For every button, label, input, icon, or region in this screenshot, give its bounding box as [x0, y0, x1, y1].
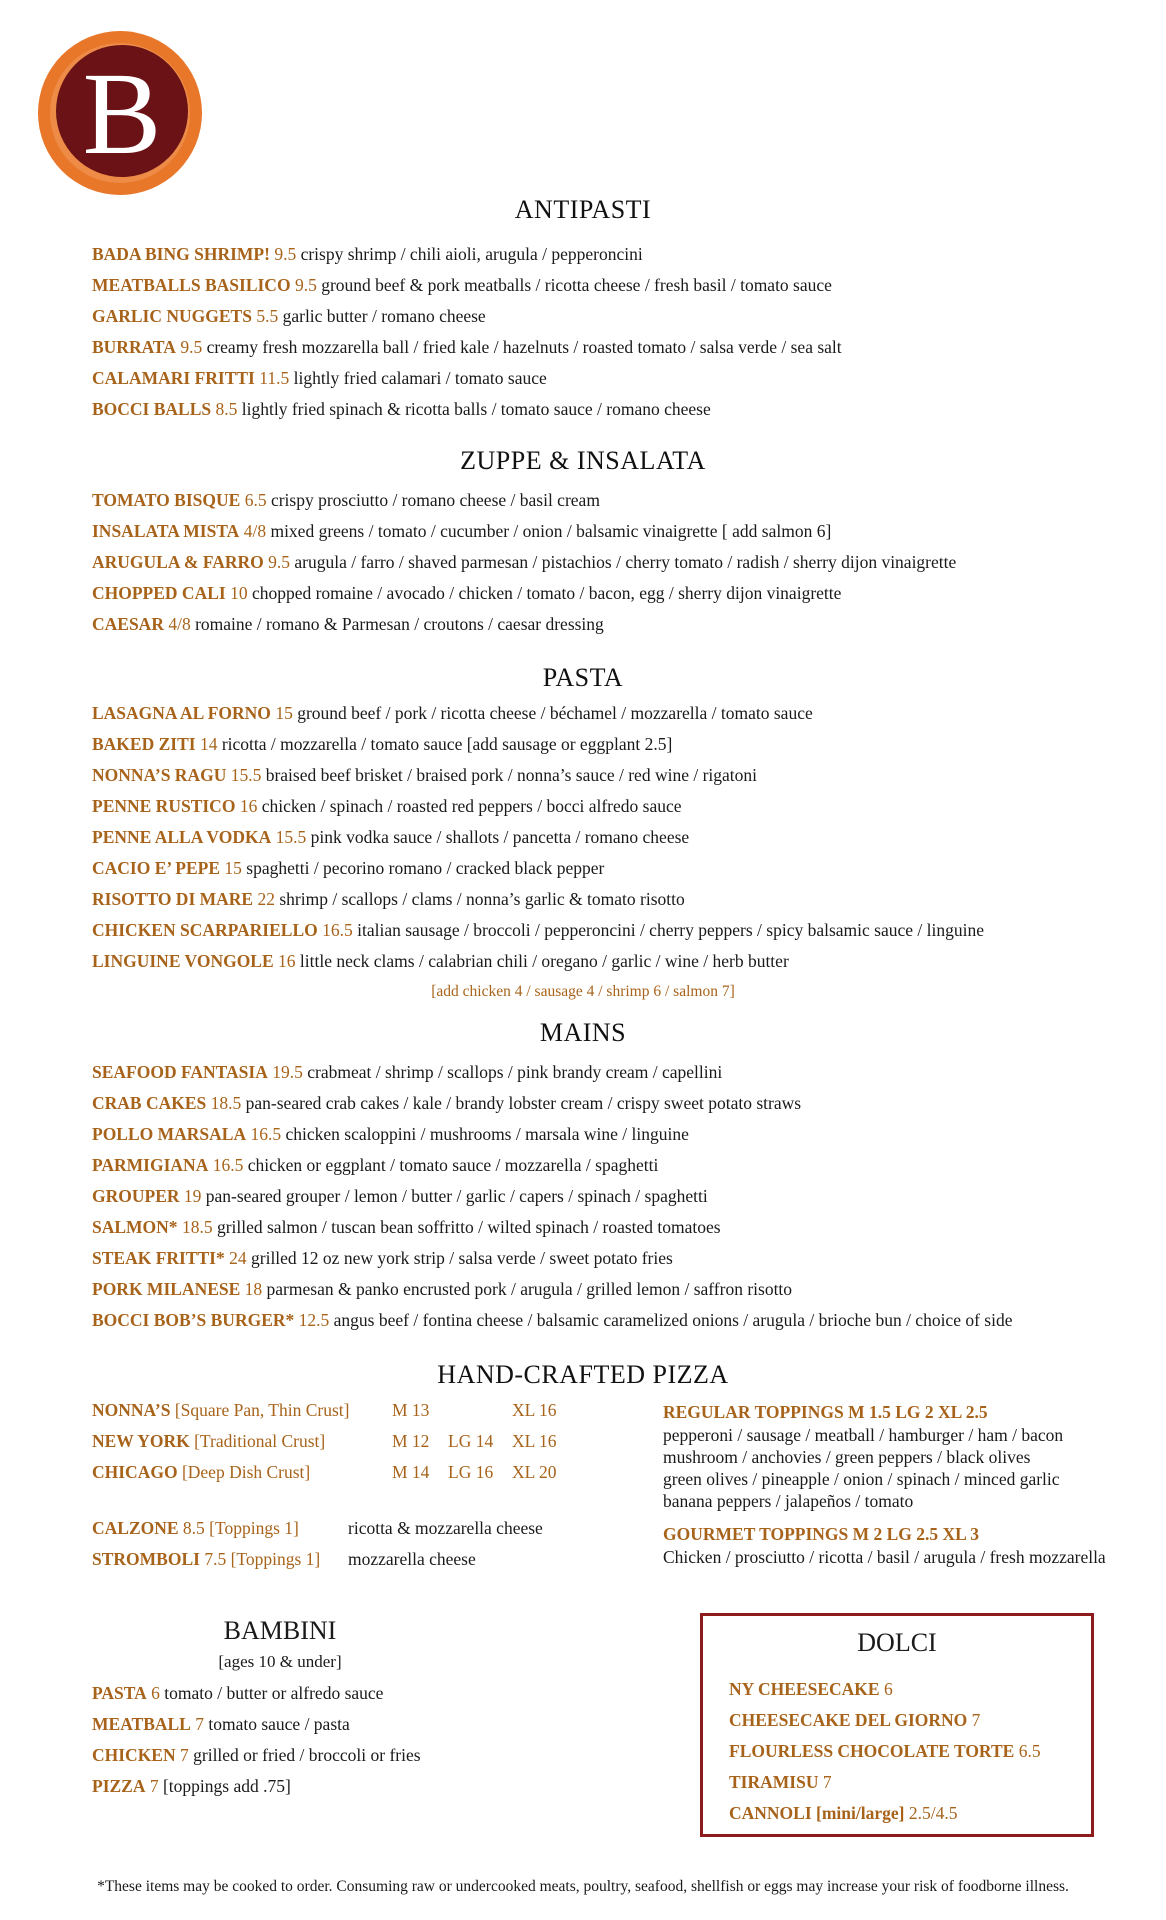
- item-price: 18.5: [181, 1217, 213, 1237]
- item-price: 4/8: [168, 614, 191, 634]
- item-price: 7: [822, 1772, 832, 1792]
- bambini-subtitle: [ages 10 & under]: [218, 1652, 342, 1671]
- gourmet-toppings-list: [663, 1546, 1158, 1568]
- menu-item: [92, 485, 956, 516]
- item-description: pink vodka sauce / shallots / pancetta / romano cheese: [310, 827, 690, 847]
- item-name: GARLIC NUGGETS: [92, 306, 252, 326]
- item-name: PIZZA: [92, 1776, 146, 1796]
- item-description: chopped romaine / avocado / chicken / tomato / bacon, egg / sherry dijon vinaigrette: [251, 583, 842, 603]
- item-description: crispy shrimp / chili aioli, arugula / pepperoncini: [300, 244, 643, 264]
- menu-item: [92, 1212, 1012, 1243]
- section-title-pasta: PASTA: [542, 663, 624, 692]
- item-name: TOMATO BISQUE: [92, 490, 241, 510]
- menu-item: [92, 1088, 1012, 1119]
- gourmet-toppings-heading: GOURMET TOPPINGS M 2 LG 2.5 XL 3: [663, 1524, 980, 1544]
- menu-item: [92, 332, 842, 363]
- pizza-price-xl: XL 20: [512, 1462, 557, 1482]
- item-name: LINGUINE VONGOLE: [92, 951, 274, 971]
- item-description: grilled 12 oz new york strip / salsa verde / sweet potato fries: [251, 1248, 673, 1268]
- menu-item: [92, 1709, 421, 1740]
- item-name: STEAK FRITTI*: [92, 1248, 225, 1268]
- pizza-style-row: [92, 1395, 557, 1426]
- item-name: BOCCI BOB’S BURGER*: [92, 1310, 295, 1330]
- pasta-add-note: [add chicken 4 / sausage 4 / shrimp 6 / salmon 7]: [431, 983, 735, 1000]
- item-name: SEAFOOD FANTASIA: [92, 1062, 268, 1082]
- pizza-price-xl: XL 16: [512, 1400, 557, 1420]
- item-price: 9.5: [180, 337, 203, 357]
- pizza-extra-description: ricotta & mozzarella cheese: [348, 1518, 543, 1538]
- pizza-extra-detail: 7.5 [Toppings 1]: [204, 1549, 321, 1569]
- footer-disclaimer: *These items may be cooked to order. Consuming raw or undercooked meats, poultry, seafood, shellfish or eggs may increase your risk of foodborne illness.: [97, 1878, 1069, 1895]
- pizza-styles: [92, 1395, 557, 1488]
- item-name: CAESAR: [92, 614, 164, 634]
- item-description: creamy fresh mozzarella ball / fried kale / hazelnuts / roasted tomato / salsa verde / sea salt: [206, 337, 842, 357]
- item-description: grilled or fried / broccoli or fries: [193, 1745, 421, 1765]
- item-description: garlic butter / romano cheese: [282, 306, 486, 326]
- item-description: lightly fried calamari / tomato sauce: [293, 368, 547, 388]
- item-price: 22: [257, 889, 275, 909]
- pizza-price-m: M 12: [392, 1431, 430, 1451]
- menu-item: [92, 853, 984, 884]
- pizza-price-m: M 13: [392, 1400, 430, 1420]
- item-name: SALMON*: [92, 1217, 178, 1237]
- item-name: NONNA’S RAGU: [92, 765, 227, 785]
- restaurant-logo: [30, 25, 210, 201]
- topping-line: Chicken / prosciutto / ricotta / basil / arugula / fresh mozzarella: [663, 1547, 1106, 1567]
- item-price: 9.5: [294, 275, 317, 295]
- pizza-extra-description: mozzarella cheese: [348, 1549, 476, 1569]
- item-description: chicken or eggplant / tomato sauce / mozzarella / spaghetti: [247, 1155, 659, 1175]
- regular-toppings-list: [663, 1424, 1158, 1512]
- pizza-toppings: [663, 1400, 1158, 1568]
- pizza-style-row: [92, 1457, 557, 1488]
- menu-item: [729, 1736, 1041, 1767]
- item-name: MEATBALLS BASILICO: [92, 275, 291, 295]
- menu-item: [92, 1771, 421, 1802]
- item-description: romaine / romano & Parmesan / croutons / caesar dressing: [195, 614, 604, 634]
- menu-item: [92, 578, 956, 609]
- dolci-list: [729, 1674, 1041, 1829]
- menu-item: [92, 791, 984, 822]
- item-description: chicken / spinach / roasted red peppers / bocci alfredo sauce: [261, 796, 682, 816]
- item-name: FLOURLESS CHOCOLATE TORTE: [729, 1741, 1015, 1761]
- item-description: chicken scaloppini / mushrooms / marsala wine / linguine: [285, 1124, 689, 1144]
- item-price: 19.5: [272, 1062, 303, 1082]
- item-price: 16.5: [212, 1155, 244, 1175]
- menu-item: [92, 394, 842, 425]
- item-name: CRAB CAKES: [92, 1093, 207, 1113]
- item-name: ARUGULA & FARRO: [92, 552, 264, 572]
- item-name: LASAGNA AL FORNO: [92, 703, 271, 723]
- item-name: CHEESECAKE DEL GIORNO: [729, 1710, 968, 1730]
- item-name: INSALATA MISTA: [92, 521, 240, 541]
- menu-item: [92, 609, 956, 640]
- menu-item: [729, 1798, 1041, 1829]
- item-price: 16.5: [322, 920, 353, 940]
- pizza-style-name: NEW YORK: [92, 1431, 190, 1451]
- item-price: 16: [278, 951, 296, 971]
- pizza-style-name: CHICAGO: [92, 1462, 178, 1482]
- item-price: 15.5: [275, 827, 307, 847]
- item-description: ricotta / mozzarella / tomato sauce [add sausage or eggplant 2.5]: [221, 734, 673, 754]
- item-price: 18.5: [210, 1093, 242, 1113]
- menu-item: [92, 1740, 421, 1771]
- item-name: TIRAMISU: [729, 1772, 819, 1792]
- menu-item: [729, 1767, 1041, 1798]
- menu-item: [92, 1057, 1012, 1088]
- item-description: tomato sauce / pasta: [208, 1714, 350, 1734]
- item-price: 16.5: [250, 1124, 282, 1144]
- item-price: 12.5: [298, 1310, 330, 1330]
- menu-item: [92, 698, 984, 729]
- menu-item: [92, 239, 842, 270]
- item-price: 15: [224, 858, 242, 878]
- item-name: MEATBALL: [92, 1714, 191, 1734]
- item-name: CACIO E’ PEPE: [92, 858, 221, 878]
- menu-item: [92, 1305, 1012, 1336]
- topping-line: green olives / pineapple / onion / spinach / minced garlic: [663, 1469, 1060, 1489]
- item-name: PENNE RUSTICO: [92, 796, 236, 816]
- item-name: CHICKEN: [92, 1745, 176, 1765]
- menu-item: [92, 760, 984, 791]
- section-title-pizza: HAND-CRAFTED PIZZA: [437, 1360, 729, 1389]
- antipasti-list: [92, 239, 842, 425]
- item-description: ground beef & pork meatballs / ricotta cheese / fresh basil / tomato sauce: [321, 275, 832, 295]
- item-name: BAKED ZITI: [92, 734, 196, 754]
- item-price: 7: [149, 1776, 159, 1796]
- menu-item: [729, 1705, 1041, 1736]
- item-name: PASTA: [92, 1683, 147, 1703]
- item-price: 10: [230, 583, 248, 603]
- item-name: CALAMARI FRITTI: [92, 368, 255, 388]
- item-name: BURRATA: [92, 337, 176, 357]
- item-price: 4/8: [243, 521, 267, 541]
- menu-item: [92, 884, 984, 915]
- item-name: BADA BING SHRIMP!: [92, 244, 270, 264]
- topping-line: banana peppers / jalapeños / tomato: [663, 1491, 914, 1511]
- menu-item: [92, 1243, 1012, 1274]
- pizza-price-m: M 14: [392, 1462, 430, 1482]
- section-title-zuppe: ZUPPE & INSALATA: [460, 446, 706, 475]
- pizza-crust: [Deep Dish Crust]: [181, 1462, 311, 1482]
- menu-item: [92, 1119, 1012, 1150]
- item-price: 2.5/4.5: [908, 1803, 958, 1823]
- item-name: NY CHEESECAKE: [729, 1679, 880, 1699]
- item-description: angus beef / fontina cheese / balsamic caramelized onions / arugula / brioche bun / choice of side: [333, 1310, 1013, 1330]
- menu-item: [92, 1181, 1012, 1212]
- item-name: GROUPER: [92, 1186, 180, 1206]
- pizza-extra-row: [92, 1513, 543, 1544]
- item-price: 15.5: [230, 765, 262, 785]
- menu-item: [729, 1674, 1041, 1705]
- pizza-style-row: [92, 1426, 557, 1457]
- item-price: 14: [199, 734, 218, 754]
- item-description: grilled salmon / tuscan bean soffritto / wilted spinach / roasted tomatoes: [216, 1217, 721, 1237]
- pizza-style-name: NONNA’S: [92, 1400, 171, 1420]
- item-name: PENNE ALLA VODKA: [92, 827, 272, 847]
- item-description: parmesan & panko encrusted pork / arugula / grilled lemon / saffron risotto: [266, 1279, 793, 1299]
- item-description: braised beef brisket / braised pork / nonna’s sauce / red wine / rigatoni: [265, 765, 758, 785]
- item-name: PARMIGIANA: [92, 1155, 209, 1175]
- item-description: crispy prosciutto / romano cheese / basil cream: [270, 490, 600, 510]
- item-description: crabmeat / shrimp / scallops / pink brandy cream / capellini: [307, 1062, 723, 1082]
- item-price: 6: [883, 1679, 893, 1699]
- menu-item: [92, 516, 956, 547]
- pizza-price-lg: LG 14: [448, 1431, 494, 1451]
- item-description: little neck clams / calabrian chili / oregano / garlic / wine / herb butter: [299, 951, 789, 971]
- item-price: 16: [239, 796, 258, 816]
- pizza-price-lg: LG 16: [448, 1462, 494, 1482]
- pizza-crust: [Square Pan, Thin Crust]: [174, 1400, 350, 1420]
- item-description: tomato / butter or alfredo sauce: [164, 1683, 384, 1703]
- item-price: 9.5: [268, 552, 291, 572]
- item-name: CANNOLI [mini/large]: [729, 1803, 905, 1823]
- item-name: CHICKEN SCARPARIELLO: [92, 920, 318, 940]
- item-description: pan-seared grouper / lemon / butter / garlic / capers / spinach / spaghetti: [205, 1186, 708, 1206]
- svg-text:B: B: [82, 48, 162, 179]
- section-title-antipasti: ANTIPASTI: [514, 195, 652, 224]
- item-price: 19: [183, 1186, 202, 1206]
- item-description: [toppings add .75]: [162, 1776, 291, 1796]
- menu-item: [92, 1274, 1012, 1305]
- zuppe-list: [92, 485, 956, 640]
- menu-item: [92, 1678, 421, 1709]
- item-description: mixed greens / tomato / cucumber / onion / balsamic vinaigrette [ add salmon 6]: [270, 521, 832, 541]
- item-price: 7: [971, 1710, 981, 1730]
- item-price: 6: [151, 1683, 160, 1703]
- pizza-extra-row: [92, 1544, 476, 1575]
- mains-list: [92, 1057, 1012, 1336]
- menu-item: [92, 915, 984, 946]
- dolci-box: [700, 1613, 1094, 1837]
- item-description: lightly fried spinach & ricotta balls / tomato sauce / romano cheese: [241, 399, 711, 419]
- item-price: 24: [229, 1248, 247, 1268]
- item-price: 11.5: [259, 368, 290, 388]
- item-price: 9.5: [274, 244, 297, 264]
- item-price: 7: [195, 1714, 204, 1734]
- pizza-extra-name: STROMBOLI: [92, 1549, 200, 1569]
- item-price: 5.5: [256, 306, 279, 326]
- regular-toppings-heading: REGULAR TOPPINGS M 1.5 LG 2 XL 2.5: [663, 1402, 988, 1422]
- topping-line: mushroom / anchovies / green peppers / black olives: [663, 1447, 1031, 1467]
- item-description: ground beef / pork / ricotta cheese / béchamel / mozzarella / tomato sauce: [297, 703, 813, 723]
- item-price: 18: [244, 1279, 263, 1299]
- section-title-bambini: BAMBINI: [223, 1616, 337, 1645]
- item-name: POLLO MARSALA: [92, 1124, 247, 1144]
- menu-item: [92, 301, 842, 332]
- pizza-price-xl: XL 16: [512, 1431, 557, 1451]
- menu-item: [92, 822, 984, 853]
- pizza-extra-name: CALZONE: [92, 1518, 179, 1538]
- menu-item: [92, 946, 984, 977]
- item-description: shrimp / scallops / clams / nonna’s garlic & tomato risotto: [279, 889, 685, 909]
- menu-item: [92, 270, 842, 301]
- pizza-extras: [92, 1513, 543, 1575]
- menu-item: [92, 547, 956, 578]
- menu-item: [92, 1150, 1012, 1181]
- item-description: spaghetti / pecorino romano / cracked black pepper: [246, 858, 605, 878]
- menu-item: [92, 363, 842, 394]
- item-description: pan-seared crab cakes / kale / brandy lobster cream / crispy sweet potato straws: [245, 1093, 802, 1113]
- item-price: 8.5: [215, 399, 238, 419]
- menu-item: [92, 729, 984, 760]
- item-name: BOCCI BALLS: [92, 399, 212, 419]
- item-price: 6.5: [1018, 1741, 1041, 1761]
- item-description: italian sausage / broccoli / pepperoncini / cherry peppers / spicy balsamic sauce / linguine: [357, 920, 984, 940]
- item-name: PORK MILANESE: [92, 1279, 241, 1299]
- pizza-crust: [Traditional Crust]: [194, 1431, 326, 1451]
- bambini-list: [92, 1678, 421, 1802]
- item-description: arugula / farro / shaved parmesan / pistachios / cherry tomato / radish / sherry dijon vinaigrette: [294, 552, 957, 572]
- topping-line: pepperoni / sausage / meatball / hamburger / ham / bacon: [663, 1425, 1064, 1445]
- item-price: 6.5: [244, 490, 267, 510]
- item-price: 7: [180, 1745, 189, 1765]
- section-title-dolci: DOLCI: [857, 1628, 937, 1657]
- section-title-mains: MAINS: [539, 1018, 627, 1047]
- pasta-list: [92, 698, 984, 977]
- pizza-extra-detail: 8.5 [Toppings 1]: [182, 1518, 299, 1538]
- item-price: 15: [275, 703, 293, 723]
- item-name: CHOPPED CALI: [92, 583, 226, 603]
- item-name: RISOTTO DI MARE: [92, 889, 254, 909]
